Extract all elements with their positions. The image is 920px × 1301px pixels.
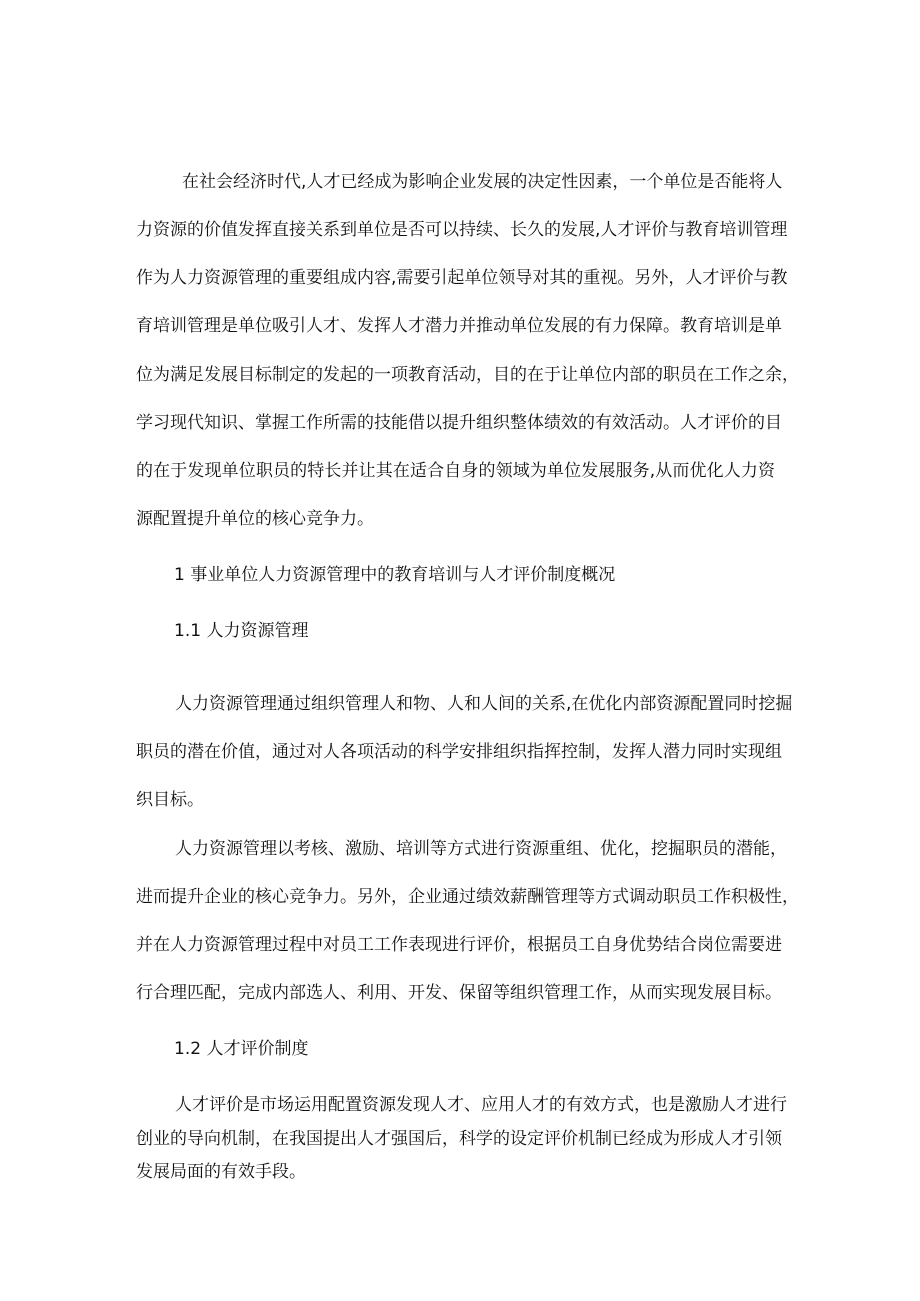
intro-line: 在社会经济时代,人才已经成为影响企业发展的决定性因素，一个单位是否能将人 [182, 172, 783, 192]
intro-line: 学习现代知识、掌握工作所需的技能借以提升组织整体绩效的有效活动。人才评价的目 [136, 413, 782, 433]
intro-line: 育培训管理是单位吸引人才、发挥人才潜力并推动单位发展的有力保障。教育培训是单 [136, 316, 782, 336]
paragraph-line: 创业的导向机制，在我国提出人才强国后，科学的设定评价机制已经成为形成人才引领 [136, 1129, 782, 1149]
intro-line: 的在于发现单位职员的特长并让其在适合自身的领域为单位发展服务,从而优化人力资 [136, 461, 775, 481]
paragraph-line: 人力资源管理以考核、激励、培训等方式进行资源重组、优化，挖掘职员的潜能， [175, 839, 787, 859]
paragraph-line: 并在人力资源管理过程中对员工工作表现进行评价，根据员工自身优势结合岗位需要进 [136, 935, 782, 955]
section-1-1-heading: 1.1 人力资源管理 [174, 621, 309, 641]
intro-line: 作为人力资源管理的重要组成内容,需要引起单位领导对其的重视。另外，人才评价与教 [136, 268, 788, 288]
paragraph-line: 人才评价是市场运用配置资源发现人才、应用人才的有效方式，也是激励人才进行 [175, 1095, 787, 1115]
section-1-heading: 1 事业单位人力资源管理中的教育培训与人才评价制度概况 [174, 565, 616, 585]
intro-line: 位为满足发展目标制定的发起的一项教育活动，目的在于让单位内部的职员在工作之余， [136, 365, 799, 385]
intro-line: 力资源的价值发挥直接关系到单位是否可以持续、长久的发展,人才评价与教育培训管理 [136, 220, 788, 240]
paragraph-line: 人力资源管理通过组织管理人和物、人和人间的关系,在优化内部资源配置同时挖掘 [175, 694, 793, 714]
paragraph-line: 织目标。 [136, 790, 204, 810]
section-1-2-heading: 1.2 人才评价制度 [174, 1039, 309, 1059]
paragraph-line: 发展局面的有效手段。 [136, 1162, 306, 1182]
paragraph-line: 职员的潜在价值，通过对人各项活动的科学安排组织指挥控制，发挥人潜力同时实现组 [136, 742, 782, 762]
intro-line: 源配置提升单位的核心竞争力。 [136, 509, 374, 529]
paragraph-line: 行合理匹配，完成内部选人、利用、开发、保留等组织管理工作，从而实现发展目标。 [136, 983, 782, 1003]
paragraph-line: 进而提升企业的核心竞争力。另外，企业通过绩效薪酬管理等方式调动职员工作积极性， [136, 887, 799, 907]
